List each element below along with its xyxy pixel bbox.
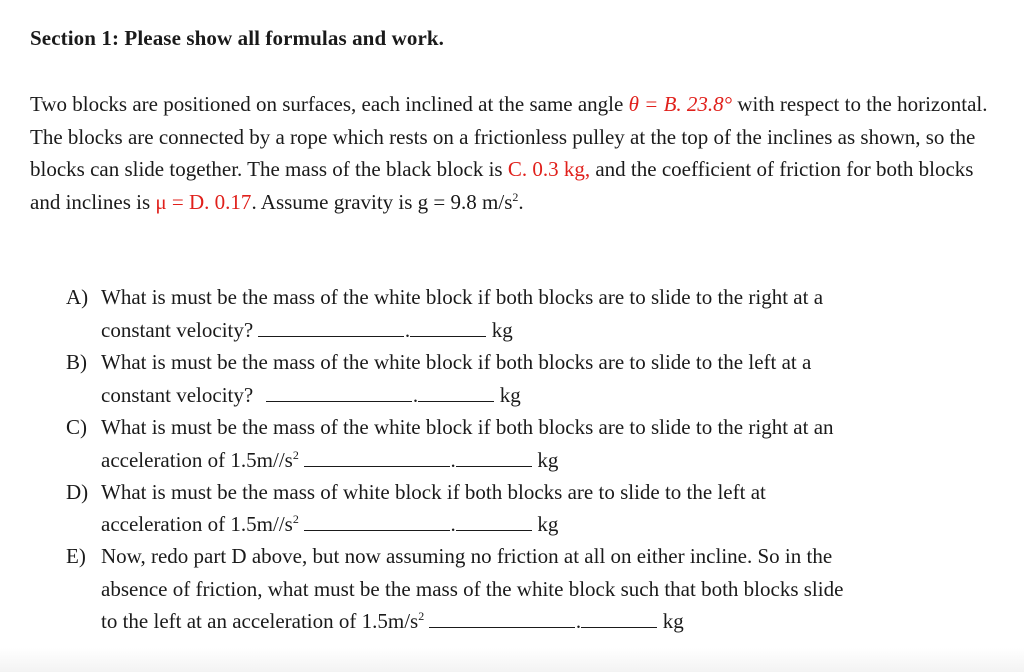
squared-superscript: 2 xyxy=(512,189,519,204)
intro-text-5: . xyxy=(518,189,524,214)
answer-blank-integer[interactable] xyxy=(304,447,450,467)
answer-blank-decimal[interactable] xyxy=(418,382,494,402)
question-text: Now, redo part D above, but now assuming no friction at all on either incline. So in the xyxy=(101,544,833,568)
question-text: What is must be the mass of the white block if both blocks are to slide to the right at an xyxy=(101,415,834,439)
question-letter: A) xyxy=(66,285,89,309)
squared-superscript: 2 xyxy=(418,609,425,623)
question-letter: B) xyxy=(66,350,87,374)
answer-blank-decimal[interactable] xyxy=(581,608,657,628)
intro-text-3: and the coefficient of friction for both blocks and inclines is xyxy=(30,157,974,214)
answer-blank-decimal[interactable] xyxy=(410,317,486,337)
intro-text-2: with respect to the horizontal. The blocks are connected by a rope which rests on a frictionless pulley at the top of the inclines as shown, so the blocks can slide together. The mass of the black block is xyxy=(30,92,988,181)
unit-label: kg xyxy=(662,609,684,633)
question-letter: E) xyxy=(66,544,86,568)
page-bottom-shadow xyxy=(0,648,1024,672)
question-text: What is must be the mass of the white block if both blocks are to slide to the right at a xyxy=(101,285,824,309)
mass-value: C. 0.3 kg, xyxy=(507,157,591,181)
unit-label: kg xyxy=(499,383,521,407)
unit-label: kg xyxy=(537,512,559,536)
question-letter: C) xyxy=(66,415,87,439)
question-text: What is must be the mass of the white block if both blocks are to slide to the left at a xyxy=(101,350,812,374)
unit-label: kg xyxy=(491,318,513,342)
section-heading: Section 1: Please show all formulas and work. xyxy=(30,26,444,50)
question-text: acceleration of 1.5m//s xyxy=(101,448,293,472)
answer-blank-integer[interactable] xyxy=(304,511,450,531)
question-letter: D) xyxy=(66,480,89,504)
theta-symbol: θ xyxy=(628,92,639,116)
intro-text-4: . Assume gravity is g = 9.8 m/s xyxy=(251,189,513,214)
question-text: absence of friction, what must be the mass of the white block such that both blocks slide xyxy=(101,577,844,601)
answer-blank-integer[interactable] xyxy=(266,382,412,402)
problem-statement xyxy=(30,88,990,218)
angle-value: = B. 23.8° xyxy=(638,92,733,116)
question-text: constant velocity? xyxy=(101,383,254,407)
question-text: What is must be the mass of white block if both blocks are to slide to the left at xyxy=(101,480,766,504)
worksheet-page: Section 1: Please show all formulas and work. Two blocks are positioned on surfaces, each inclined at the same angle θ = B. 23.8° with respect to the horizontal. The blocks are connected by a rope which rests on a frictionless pulley at the top of the inclines as shown, so the blocks can slide together. The mass of the black block is C. 0.3 kg, and the coefficient of friction for both blocks and inclines is μ = D. 0.17. Assume gravity is g = 9.8 $m/s^2$. A) What is must be the mass of the white block if both blocks are to slide to the right at a constant velocity? . kg B) What is must be the mass of the white block if both blocks are to slide to the left at a constant velocity? . kg C) What is must be the mass of the white block if both blocks are to slide to the right at an acceleration of $1.5m//s^2$ . kg D) What is must be the mass of white block if both blocks are to slide to the left at acceleration of $1.5m//s^2$ . kg E) Now, redo part D above, but now assuming no friction at all on either incline. So in the absence of friction, what must be the mass of the white block such that both blocks slide to the left at an acceleration of $1.5m/s^2$ . kg xyxy=(0,0,1024,672)
answer-blank-integer[interactable] xyxy=(258,317,404,337)
answer-blank-decimal[interactable] xyxy=(456,447,532,467)
unit-label: kg xyxy=(537,448,559,472)
intro-text-1: Two blocks are positioned on surfaces, each inclined at the same angle xyxy=(30,92,629,116)
answer-blank-integer[interactable] xyxy=(429,608,575,628)
friction-coefficient: μ = D. 0.17 xyxy=(155,189,252,214)
answer-blank-decimal[interactable] xyxy=(456,511,532,531)
squared-superscript: 2 xyxy=(292,512,299,526)
question-text: to the left at an acceleration of 1.5m/s xyxy=(101,609,419,633)
question-text: constant velocity? xyxy=(101,318,254,342)
squared-superscript: 2 xyxy=(292,448,299,462)
question-text: acceleration of 1.5m//s xyxy=(101,512,293,536)
